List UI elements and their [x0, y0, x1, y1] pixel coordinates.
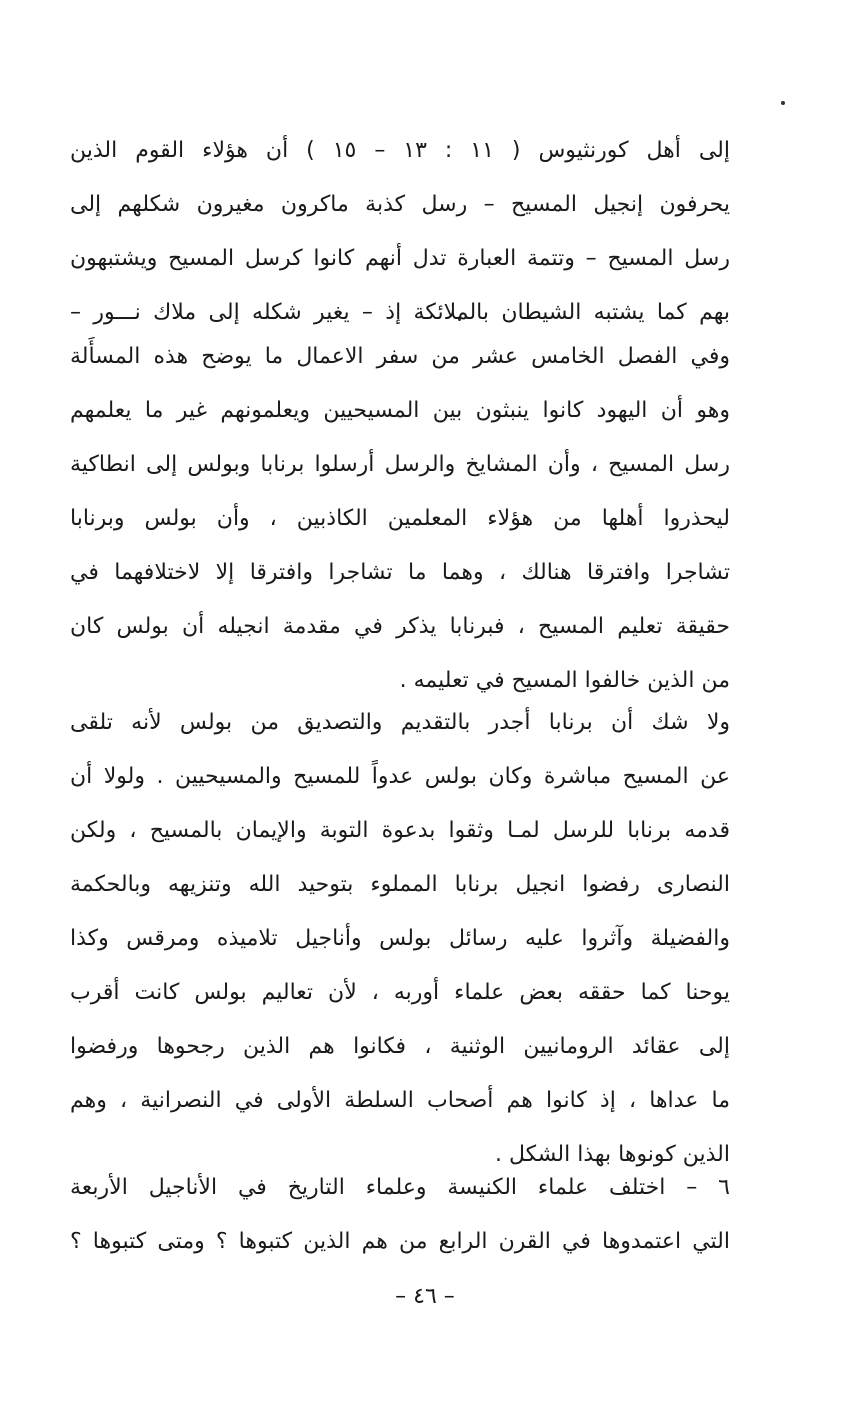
text-line: النصارى رفضوا انجيل برنابا المملوء بتوحيد الله وتنزيهه وبالحكمة: [70, 872, 730, 897]
text-line: تشاجرا وافترقا هنالك ، وهما ما تشاجرا وافترقا إلا لاختلافهما في: [70, 560, 730, 585]
paragraph-2: [70, 330, 730, 708]
text-line: التي اعتمدوها في القرن الرابع من هم الذين كتبوها ؟ ومتى كتبوها ؟: [70, 1229, 730, 1254]
paragraph-3: [70, 696, 730, 1182]
text-line: يوحنا كما حققه بعض علماء أوربه ، لأن تعاليم بولس كانت أقرب: [70, 980, 730, 1005]
scan-speck: [781, 101, 785, 105]
text-line: الذين كونوها بهذا الشكل .: [494, 1142, 730, 1167]
text-line: ما عداها ، إذ كانوا هم أصحاب السلطة الأولى في النصرانية ، وهم: [70, 1088, 730, 1113]
paragraph-4: [70, 1161, 730, 1269]
text-line: وهو أن اليهود كانوا ينبثون بين المسيحيين ويعلمونهم غير ما يعلمهم: [70, 398, 730, 423]
text-line: ولا شك أن برنابا أجدر بالتقديم والتصديق من بولس لأنه تلقى: [70, 710, 730, 735]
text-line: قدمه برنابا للرسل لمـا وثقوا بدعوة التوبة والإيمان بالمسيح ، ولكن: [70, 818, 730, 843]
text-line: من الذين خالفوا المسيح في تعليمه .: [399, 668, 730, 693]
text-line: إلى أهل كورنثيوس ( ١١ : ١٣ – ١٥ ) أن هؤلاء القوم الذين: [70, 138, 730, 163]
text-line: رسل المسيح – وتتمة العبارة تدل أنهم كانوا كرسل المسيح ويشتبهون: [70, 246, 730, 271]
text-line: والفضيلة وآثروا عليه رسائل بولس وأناجيل تلاميذه ومرقس وكذا: [70, 926, 730, 951]
text-line: بهم كما يشتبه الشيطان بالملائكة إذ – يغير شكله إلى ملاك نـــور –: [70, 300, 730, 325]
text-line: ٦ – اختلف علماء الكنيسة وعلماء التاريخ في الأناجيل الأربعة: [70, 1175, 730, 1200]
text-line: رسل المسيح ، وأن المشايخ والرسل أرسلوا برنابا وبولس إلى انطاكية: [70, 452, 730, 477]
text-line: وفي الفصل الخامس عشر من سفر الاعمال ما يوضح هذه المسأَلة: [70, 344, 730, 369]
text-line: حقيقة تعليم المسيح ، فبرنابا يذكر في مقدمة انجيله أن بولس كان: [70, 614, 730, 639]
page-number: – ٤٦ –: [395, 1284, 455, 1309]
text-line: ليحذروا أهلها من هؤلاء المعلمين الكاذبين ، وأن بولس وبرنابا: [70, 506, 730, 531]
text-line: عن المسيح مباشرة وكان بولس عدواً للمسيح والمسيحيين . ولولا أن: [70, 764, 730, 789]
text-line: يحرفون إنجيل المسيح – رسل كذبة ماكرون مغيرون شكلهم إلى: [70, 192, 730, 217]
text-line: إلى عقائد الرومانيين الوثنية ، فكانوا هم الذين رجحوها ورفضوا: [70, 1034, 730, 1059]
paragraph-1: [70, 124, 730, 340]
